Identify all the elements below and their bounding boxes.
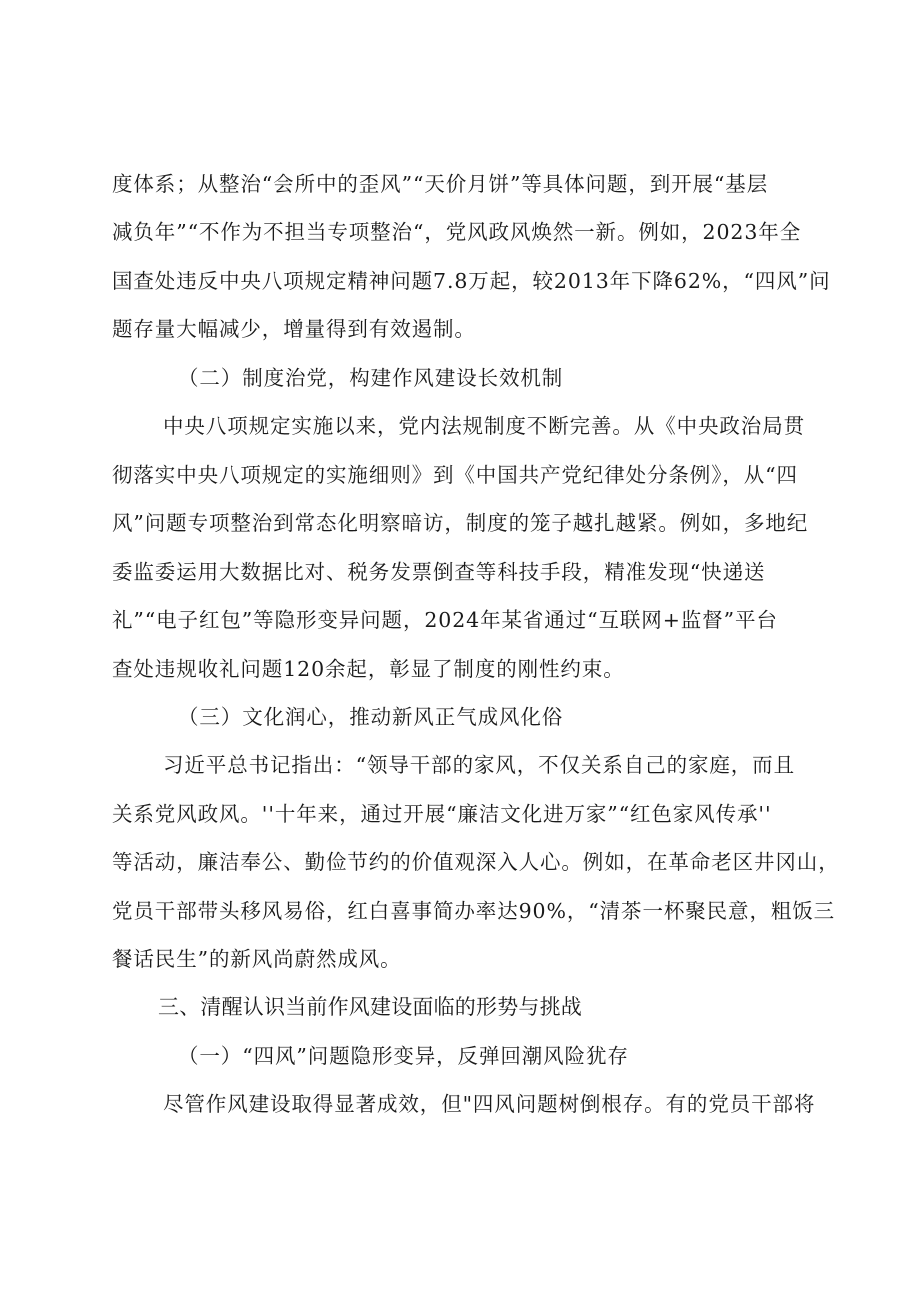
- body-text-line: 度体系；从整治“会所中的歪风”“天价月饼”等具体问题，到开展“基层: [112, 172, 769, 196]
- body-text-line: 彻落实中央八项规定的实施细则》到《中国共产党纪律处分条例》，从“四: [112, 463, 798, 487]
- section-heading: 三、清醒认识当前作风建设面临的形势与挑战: [158, 995, 582, 1019]
- body-text-line: 关系党风政风。''十年来，通过开展“廉洁文化进万家”“红色家风传承'': [112, 802, 772, 826]
- body-text-line: 等活动，廉洁奉公、勤俭节约的价值观深入人心。例如，在革命老区井冈山，: [112, 850, 840, 874]
- body-text-line: 减负年”“不作为不担当专项整治“，党风政风焕然一新。例如，2023年全: [112, 220, 802, 244]
- subsection-heading: （二）制度治党，构建作风建设长效机制: [178, 366, 564, 390]
- body-text-line: 礼”“电子红包”等隐形变异问题，2024年某省通过“互联网+监督”平台: [112, 608, 778, 632]
- body-text-line: 题存量大幅减少，增量得到有效遏制。: [112, 317, 476, 341]
- body-text-line: 委监委运用大数据比对、税务发票倒查等科技手段，精准发现“快递送: [112, 560, 766, 584]
- body-text-line: 习近平总书记指出：“领导干部的家风，不仅关系自己的家庭，而且: [163, 753, 795, 777]
- body-text-line: 国查处违反中央八项规定精神问题7.8万起，较2013年下降62%，“四风”问: [112, 269, 831, 293]
- body-text-line: 餐话民生”的新风尚蔚然成风。: [112, 947, 402, 971]
- body-text-line: 查处违规收礼问题120余起，彰显了制度的刚性约束。: [112, 657, 625, 681]
- body-text-line: 党员干部带头移风易俗，红白喜事简办率达90%，“清茶一杯聚民意，粗饭三: [112, 899, 836, 923]
- body-text-line: 尽管作风建设取得显著成效，但"四风问题树倒根存。有的党员干部将: [163, 1092, 816, 1116]
- body-text-line: 中央八项规定实施以来，党内法规制度不断完善。从《中央政治局贯: [163, 414, 805, 438]
- body-text-line: 风”问题专项整治到常态化明察暗访，制度的笼子越扎越紧。例如，多地纪: [112, 511, 809, 535]
- subsection-heading: （一）“四风”问题隐形变异，反弹回潮风险犹存: [178, 1044, 629, 1068]
- subsection-heading: （三）文化润心，推动新风正气成风化俗: [178, 705, 564, 729]
